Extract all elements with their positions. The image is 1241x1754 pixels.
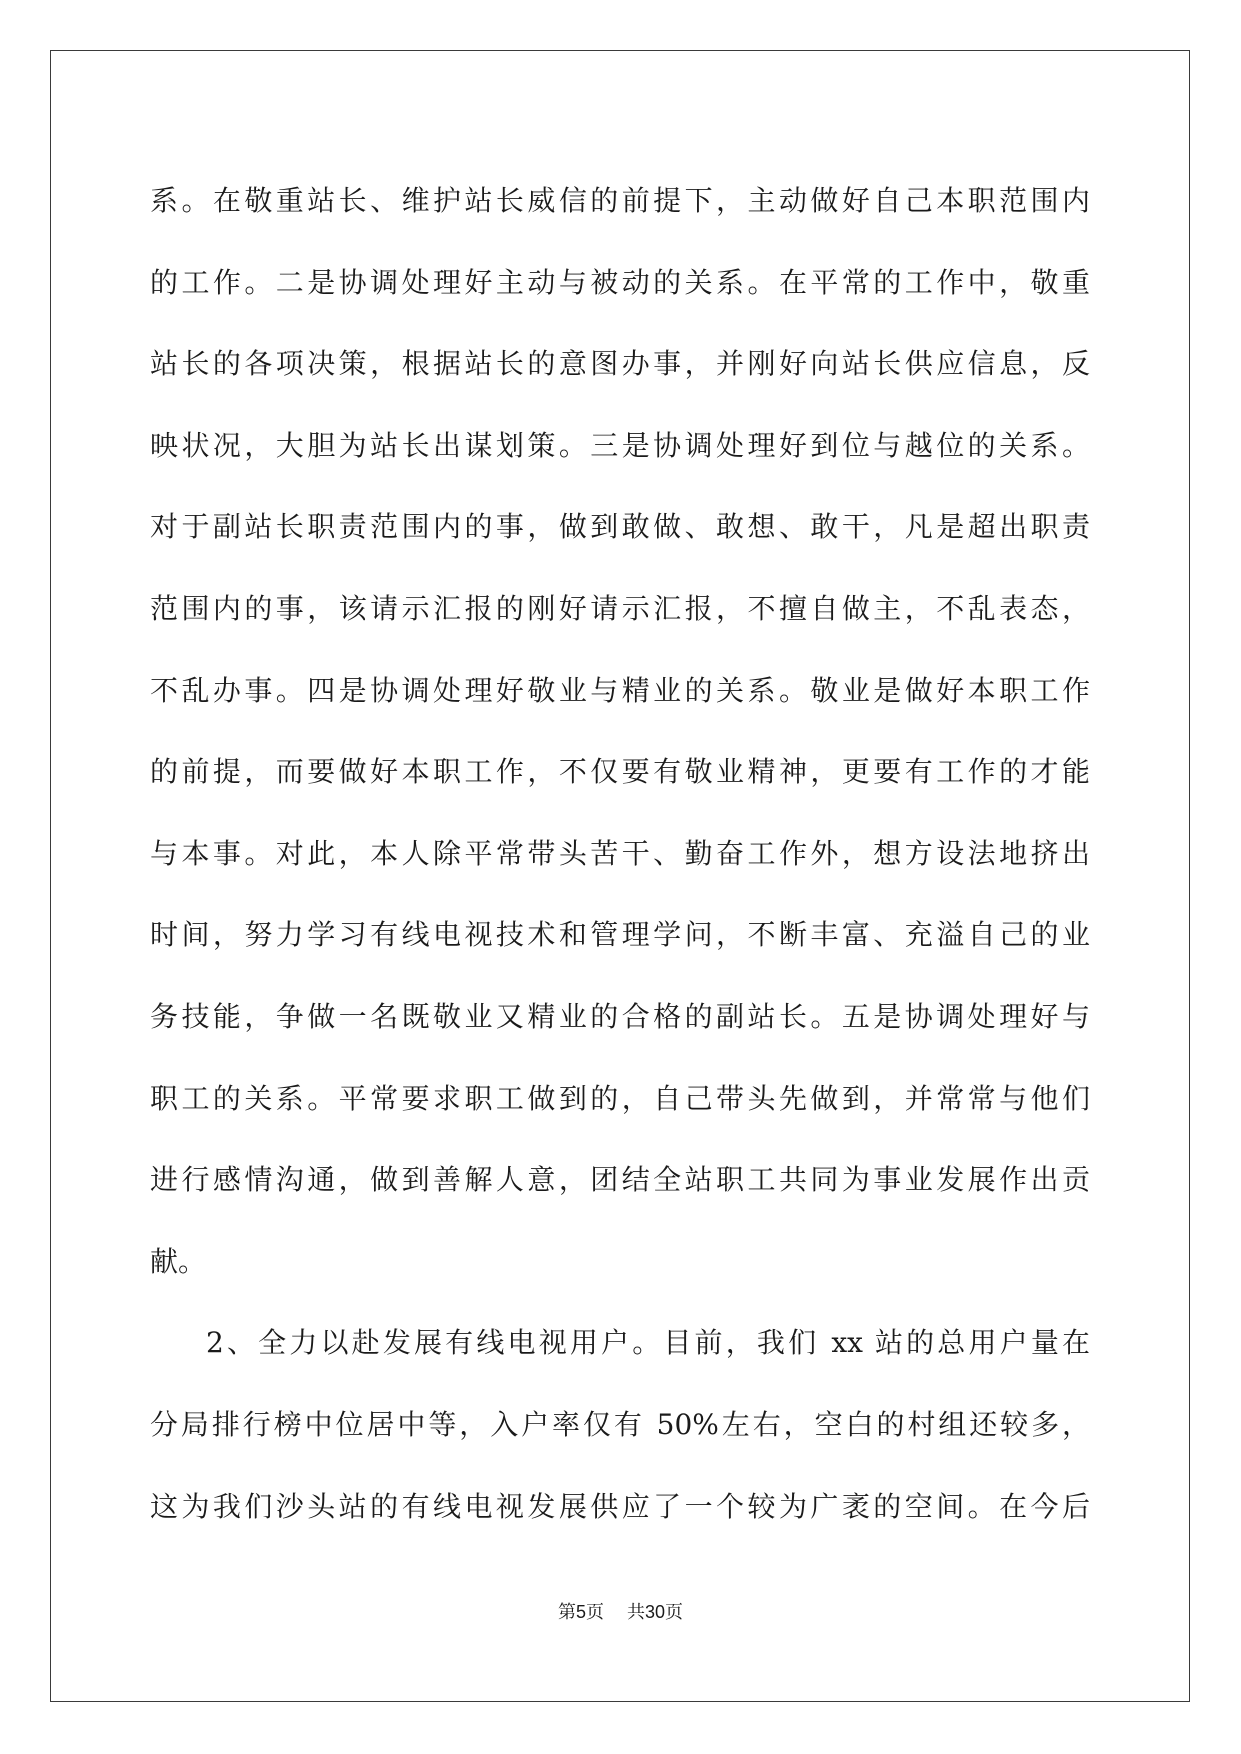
text-line: 不乱办事。四是协调处理好敬业与精业的关系。敬业是做好本职工作 (150, 673, 1090, 707)
text-line: 系。在敬重站长、维护站长威信的前提下，主动做好自己本职范围内 (150, 184, 1090, 217)
text-line: 的工作。二是协调处理好主动与被动的关系。在平常的工作中，敬重 (150, 265, 1090, 299)
text-line: 与本事。对此，本人除平常带头苦干、勤奋工作外，想方设法地挤出 (150, 836, 1090, 870)
text-line: 分局排行榜中位居中等，入户率仅有 50%左右，空白的村组还较多， (150, 1407, 1090, 1441)
footer-page-prefix: 第 (558, 1602, 577, 1623)
text-line: 职工的关系。平常要求职工做到的，自己带头先做到，并常常与他们 (150, 1081, 1090, 1115)
document-body (150, 160, 1090, 1547)
total-page-count: 30 (644, 1602, 665, 1622)
footer-page-suffix: 页 (586, 1602, 605, 1623)
text-line: 献。 (150, 1244, 207, 1278)
text-line: 站长的各项决策，根据站长的意图办事，并刚好向站长供应信息，反 (150, 347, 1090, 381)
paragraph-first-line: 2、全力以赴发展有线电视用户。目前，我们 xx 站的总用户量在 (206, 1326, 1090, 1360)
text-line: 进行感情沟通，做到善解人意，团结全站职工共同为事业发展作出贡 (150, 1163, 1090, 1197)
text-line: 的前提，而要做好本职工作，不仅要有敬业精神，更要有工作的才能 (150, 755, 1090, 789)
text-line: 范围内的事，该请示汇报的刚好请示汇报，不擅自做主，不乱表态， (150, 591, 1090, 625)
text-line: 务技能，争做一名既敬业又精业的合格的副站长。五是协调处理好与 (150, 999, 1090, 1033)
current-page-number: 5 (576, 1602, 587, 1622)
page-footer (0, 1600, 1241, 1625)
footer-total-prefix: 共 (626, 1602, 645, 1623)
text-line: 这为我们沙头站的有线电视发展供应了一个较为广袤的空间。在今后 (150, 1489, 1090, 1523)
text-line: 对于副站长职责范围内的事，做到敢做、敢想、敢干，凡是超出职责 (150, 510, 1090, 544)
text-line: 映状况，大胆为站长出谋划策。三是协调处理好到位与越位的关系。 (150, 428, 1090, 462)
footer-total-suffix: 页 (664, 1602, 683, 1623)
text-line: 时间，努力学习有线电视技术和管理学问，不断丰富、充溢自己的业 (150, 918, 1090, 952)
